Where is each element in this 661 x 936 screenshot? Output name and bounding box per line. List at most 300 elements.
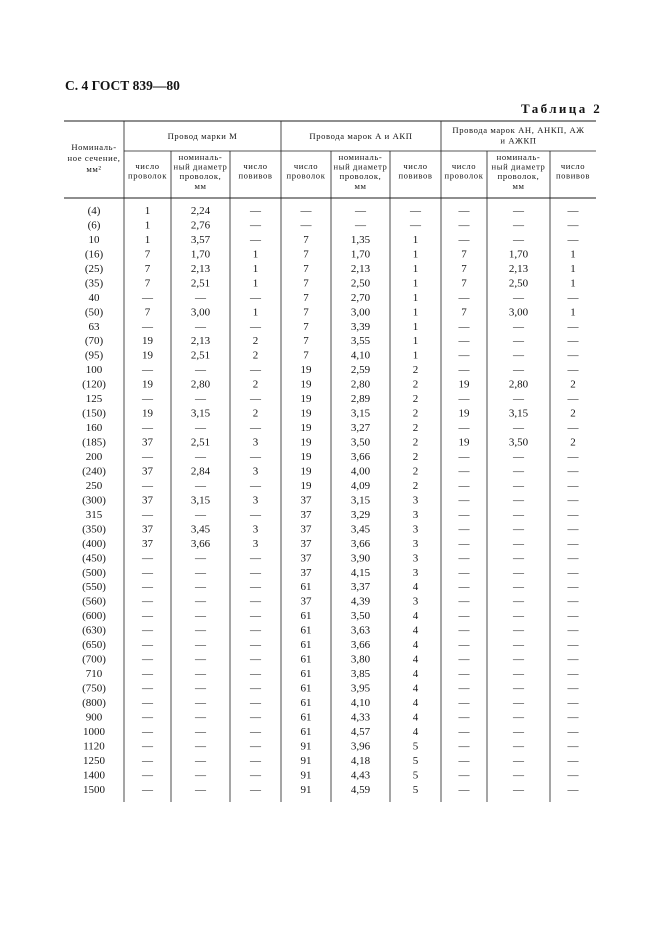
table-cell: — [567, 682, 579, 695]
table-cell: — [195, 624, 206, 637]
table-cell: — [513, 725, 524, 738]
table-cell: 2,76 [190, 219, 211, 232]
table-cell: 3,15 [350, 494, 371, 507]
table-cell: 2 [252, 378, 259, 391]
table-cell: — [513, 610, 524, 623]
table-cell: 7 [303, 291, 309, 304]
table-cell: — [458, 335, 470, 348]
section-cell: (450) [82, 552, 106, 565]
table-cell: 3,57 [190, 233, 211, 246]
section-cell: (630) [82, 624, 106, 637]
table-cell: 4 [412, 725, 419, 738]
table-cell: — [142, 639, 153, 652]
table-row [89, 321, 580, 333]
table-cell: — [513, 595, 524, 608]
table-row [86, 668, 580, 680]
table-cell: — [458, 610, 470, 623]
table-cell: 4 [412, 682, 419, 695]
table-cell: 37 [300, 537, 312, 550]
table-cell: — [195, 291, 206, 304]
table-cell: 61 [300, 653, 312, 666]
table-cell: 19 [300, 407, 312, 420]
table-cell: 4 [412, 711, 419, 724]
table-cell: 7 [303, 306, 309, 319]
table-cell: 2 [412, 364, 419, 377]
table-cell: 1 [412, 233, 419, 246]
table-cell: 1 [570, 262, 576, 275]
table-cell: 1 [144, 219, 151, 232]
table-cell: 1 [144, 205, 151, 217]
table-cell: 37 [300, 523, 312, 536]
table-cell: — [567, 291, 579, 304]
table-cell: 2,80 [190, 378, 211, 391]
table-cell: 19 [142, 407, 153, 420]
table-cell: 5 [412, 769, 419, 782]
table-cell: 1 [412, 306, 419, 319]
table-cell: 7 [303, 277, 309, 290]
table-cell: — [513, 754, 524, 767]
section-cell: 40 [88, 291, 100, 304]
table-cell: — [458, 320, 470, 333]
table-cell: — [250, 783, 261, 796]
section-cell: (500) [82, 566, 106, 579]
sub-header-label: ный диаметр [491, 161, 546, 172]
table-cell: — [142, 711, 153, 724]
table-cell: 3,00 [350, 306, 371, 319]
table-cell: 4,10 [350, 696, 371, 709]
table-cell: 2 [412, 393, 419, 406]
table-cell: 7 [144, 248, 151, 261]
table-cell: — [513, 320, 524, 333]
table-cell: — [567, 696, 579, 709]
table-caption: Таблица 2 [521, 101, 603, 116]
table-cell: — [513, 349, 524, 362]
table-cell: — [355, 219, 366, 232]
table-row [88, 219, 580, 231]
table-cell: 2,51 [190, 277, 211, 290]
table-row [82, 437, 576, 449]
table-cell: 3 [252, 523, 259, 536]
table-cell: 3,15 [190, 494, 211, 507]
table-cell: — [458, 422, 470, 435]
section-cell: (95) [84, 349, 104, 362]
table-cell: — [142, 610, 153, 623]
table-cell: 7 [144, 262, 151, 275]
table-cell: — [250, 552, 261, 565]
table-cell: — [195, 508, 206, 521]
sub-header-label: номиналь- [496, 152, 541, 162]
table-cell: 2 [412, 378, 419, 391]
section-header-label: мм² [86, 164, 102, 174]
table-cell: 4,57 [350, 725, 371, 738]
table-cell: 3,39 [350, 320, 371, 333]
table-cell: — [567, 422, 579, 435]
table-row [85, 248, 576, 260]
table-cell: — [195, 711, 206, 724]
table-cell: 2 [570, 407, 576, 420]
table-cell: — [250, 450, 261, 463]
table-cell: 2 [412, 407, 419, 420]
sub-header-label: число [560, 161, 586, 171]
table-cell: — [458, 754, 470, 767]
section-cell: (700) [82, 653, 106, 666]
table-cell: — [250, 219, 261, 232]
table-cell: 2,70 [350, 291, 371, 304]
table-cell: 3,96 [350, 740, 371, 753]
table-cell: — [250, 696, 261, 709]
table-cell: 3,29 [350, 508, 371, 521]
table-cell: — [513, 682, 524, 695]
table-cell: 4 [412, 668, 419, 681]
group-header-label: Провода марок АН, АНКП, АЖ [452, 125, 585, 135]
table-cell: — [142, 450, 153, 463]
table-cell: — [513, 494, 524, 507]
table-cell: — [513, 566, 524, 579]
sub-header-label: проволок, [179, 171, 222, 182]
sub-header-label: число [243, 161, 268, 171]
table-cell: 7 [303, 349, 309, 362]
table-cell: 1 [412, 291, 419, 304]
table-cell: 1 [252, 262, 259, 275]
table-cell: 4,00 [350, 465, 371, 478]
table-cell: — [195, 364, 206, 377]
table-cell: — [458, 233, 470, 246]
table-cell: — [195, 595, 206, 608]
table-cell: — [513, 740, 524, 753]
table-cell: — [567, 595, 579, 608]
table-cell: — [513, 639, 524, 652]
table-cell: 3 [252, 494, 259, 507]
table-cell: 4 [412, 653, 419, 666]
table-cell: 2,24 [190, 205, 211, 217]
table-cell: 1,35 [350, 233, 371, 246]
table-cell: 2 [252, 407, 259, 420]
table-cell: — [458, 653, 470, 666]
table-cell: 2 [412, 465, 419, 478]
table-cell: — [513, 668, 524, 681]
table-cell: 4 [412, 696, 419, 709]
table-cell: 2,13 [190, 335, 211, 348]
table-cell: 2 [412, 479, 419, 492]
table-cell: — [142, 682, 153, 695]
table-cell: — [458, 349, 470, 362]
table-cell: 91 [300, 783, 312, 796]
section-cell: 900 [85, 711, 103, 724]
table-cell: — [250, 205, 261, 217]
table-cell: — [300, 219, 312, 232]
table-row [82, 408, 576, 420]
table-cell: 3,55 [350, 335, 371, 348]
table-cell: 1,70 [350, 248, 371, 261]
table-cell: — [250, 566, 261, 579]
sub-header-label: число [293, 161, 319, 171]
table-cell: — [410, 219, 421, 232]
table-cell: — [458, 740, 470, 753]
table-cell: 37 [300, 595, 312, 608]
table-cell: — [567, 219, 579, 232]
table-cell: — [567, 740, 579, 753]
table-cell: — [142, 624, 153, 637]
table-cell: — [195, 682, 206, 695]
table-cell: — [567, 364, 579, 377]
section-cell: (120) [82, 378, 106, 391]
section-cell: 160 [85, 422, 103, 435]
table-cell: — [513, 508, 524, 521]
table-cell: 3,80 [350, 653, 371, 666]
table-cell: 19 [300, 465, 312, 478]
table-cell: — [250, 320, 261, 333]
table-cell: — [458, 450, 470, 463]
table-cell: — [250, 508, 261, 521]
table-cell: 1 [252, 306, 259, 319]
table-cell: — [195, 450, 206, 463]
section-cell: 315 [85, 508, 103, 521]
table-cell: 19 [300, 378, 312, 391]
table-cell: — [142, 595, 153, 608]
table-cell: 2 [252, 335, 259, 348]
table-cell: 3,63 [350, 624, 371, 637]
table-cell: — [458, 552, 470, 565]
table-cell: 19 [300, 364, 312, 377]
section-cell: (6) [87, 219, 101, 232]
table-cell: — [250, 233, 261, 246]
section-cell: (50) [84, 306, 104, 319]
table-cell: 61 [300, 639, 312, 652]
table-cell: — [567, 335, 579, 348]
table-cell: — [458, 566, 470, 579]
table-cell: 7 [461, 277, 467, 290]
table-cell: — [458, 783, 470, 796]
table-cell: — [142, 696, 153, 709]
sub-header-label: повивов [555, 170, 591, 181]
table-cell: 2 [570, 436, 576, 449]
page-header: С. 4 ГОСТ 839—80 [65, 78, 180, 93]
table-cell: 91 [300, 740, 312, 753]
table-row [89, 292, 580, 304]
table-cell: — [458, 581, 470, 594]
table-cell: 4,10 [350, 349, 371, 362]
table-cell: — [142, 291, 153, 304]
table-cell: — [250, 581, 261, 594]
table-cell: — [458, 393, 470, 406]
table-cell: — [142, 725, 153, 738]
table-cell: — [513, 205, 524, 217]
sub-header-label: номиналь- [178, 152, 223, 162]
table-cell: — [410, 205, 421, 217]
table-row [88, 205, 580, 217]
table-cell: — [513, 769, 524, 782]
section-cell: (800) [82, 696, 106, 709]
sub-header-label: мм [512, 180, 525, 191]
table-cell: — [195, 740, 206, 753]
table-cell: — [250, 682, 261, 695]
table-cell: — [250, 610, 261, 623]
table-cell: 61 [300, 711, 312, 724]
table-cell: — [195, 639, 206, 652]
table-cell: 1 [412, 349, 419, 362]
table-cell: — [567, 523, 579, 536]
table-cell: 2,13 [508, 262, 529, 275]
table-cell: 2 [570, 378, 576, 391]
table-cell: 3 [412, 566, 419, 579]
table-cell: — [567, 566, 579, 579]
table-cell: — [458, 291, 470, 304]
table-cell: 91 [300, 769, 312, 782]
table-cell: 3 [412, 523, 419, 536]
sub-header-label: число [451, 161, 477, 171]
section-cell: (150) [82, 407, 106, 420]
table-cell: — [567, 537, 579, 550]
table-cell: — [142, 653, 153, 666]
table-cell: — [458, 595, 470, 608]
section-cell: (70) [84, 335, 104, 348]
table-cell: — [513, 624, 524, 637]
table-cell: 5 [412, 754, 419, 767]
table-cell: 4,33 [350, 711, 371, 724]
table-row [86, 393, 580, 405]
table-cell: — [567, 653, 579, 666]
table-cell: 4,18 [350, 754, 371, 767]
sub-header-label: повивов [398, 170, 433, 181]
table-cell: — [195, 479, 206, 492]
table-cell: 7 [303, 335, 309, 348]
table-cell: — [513, 364, 524, 377]
table-cell: 2,84 [190, 465, 211, 478]
table-cell: 3,15 [508, 407, 529, 420]
table-cell: 2,89 [350, 393, 371, 406]
table-cell: 3 [412, 537, 419, 550]
table-cell: — [513, 523, 524, 536]
table-cell: — [195, 393, 206, 406]
table-cell: — [250, 364, 261, 377]
table-cell: — [458, 639, 470, 652]
table-cell: 1,70 [190, 248, 211, 261]
table-cell: 61 [300, 624, 312, 637]
table-cell: 19 [142, 378, 153, 391]
sub-header-label: повивов [238, 170, 273, 181]
table-cell: — [567, 465, 579, 478]
table-cell: — [250, 624, 261, 637]
table-cell: — [567, 769, 579, 782]
table-cell: 4,39 [350, 595, 371, 608]
section-cell: (4) [87, 205, 101, 217]
table-cell: 19 [300, 450, 312, 463]
section-cell: (240) [82, 465, 106, 478]
table-cell: — [142, 364, 153, 377]
table-cell: 3,50 [350, 436, 371, 449]
table-cell: — [513, 335, 524, 348]
table-cell: 19 [142, 349, 153, 362]
table-cell: — [195, 769, 206, 782]
table-cell: 3 [412, 508, 419, 521]
table-cell: — [142, 783, 153, 796]
section-header-label: Номиналь- [71, 142, 117, 152]
sub-header-label: проволок, [497, 171, 540, 182]
table-cell: 4,43 [350, 769, 371, 782]
table-cell: — [458, 769, 470, 782]
section-cell: 10 [88, 233, 100, 246]
table-cell: 3 [252, 436, 259, 449]
group-header-label: Провод марки М [167, 131, 238, 141]
table-cell: 2 [252, 349, 259, 362]
table-cell: 3,15 [350, 407, 371, 420]
table-cell: — [195, 566, 206, 579]
table-cell: — [250, 639, 261, 652]
table-cell: 2,51 [190, 349, 211, 362]
sub-header-label: мм [194, 180, 207, 191]
section-cell: 250 [85, 479, 103, 492]
table-cell: 3,95 [350, 682, 371, 695]
table-cell: 37 [142, 523, 153, 536]
table-cell: — [195, 696, 206, 709]
table-cell: 7 [303, 320, 309, 333]
table-cell: — [513, 233, 524, 246]
table-cell: 61 [300, 668, 312, 681]
table-cell: — [250, 711, 261, 724]
table-cell: — [142, 740, 153, 753]
table-row [85, 306, 576, 318]
table-cell: — [567, 320, 579, 333]
table-cell: — [458, 364, 470, 377]
table-row [86, 509, 580, 521]
sub-header-label: проволок [286, 170, 326, 181]
sub-header-label: число [403, 161, 428, 171]
table-header [68, 125, 591, 191]
table-cell: — [250, 393, 261, 406]
table-cell: — [567, 479, 579, 492]
table-cell: 3,37 [350, 581, 371, 594]
table-cell: 3,00 [190, 306, 211, 319]
table-cell: 2,59 [350, 364, 371, 377]
table-cell: — [567, 725, 579, 738]
table-cell: 3,66 [350, 639, 371, 652]
section-cell: 710 [85, 668, 103, 681]
table-cell: 2,13 [190, 262, 211, 275]
table-cell: 3,27 [350, 422, 371, 435]
section-cell: (750) [82, 682, 106, 695]
table-cell: — [458, 537, 470, 550]
table-cell: 3,50 [508, 436, 529, 449]
table-cell: — [458, 725, 470, 738]
table-cell: 3 [412, 494, 419, 507]
table-cell: 2 [412, 450, 419, 463]
table-cell: 37 [142, 465, 153, 478]
table-cell: 2,80 [350, 378, 371, 391]
table-cell: 3 [412, 595, 419, 608]
table-cell: — [458, 624, 470, 637]
table-row [85, 335, 580, 347]
table-row [86, 480, 580, 492]
table-cell: — [250, 479, 261, 492]
table-cell: — [567, 205, 579, 217]
table-cell: 2,13 [350, 262, 371, 275]
table-cell: — [567, 494, 579, 507]
section-cell: (600) [82, 610, 106, 623]
section-cell: 1120 [83, 740, 105, 753]
table-cell: 3,85 [350, 668, 371, 681]
table-cell: — [250, 725, 261, 738]
table-cell: — [142, 320, 153, 333]
table-cell: — [458, 682, 470, 695]
table-cell: — [142, 422, 153, 435]
table-cell: 19 [300, 422, 312, 435]
table-cell: — [250, 769, 261, 782]
section-cell: 1500 [83, 783, 105, 796]
table-cell: 37 [300, 566, 312, 579]
section-cell: 1400 [83, 769, 105, 782]
table-cell: — [250, 422, 261, 435]
table-cell: 61 [300, 725, 312, 738]
